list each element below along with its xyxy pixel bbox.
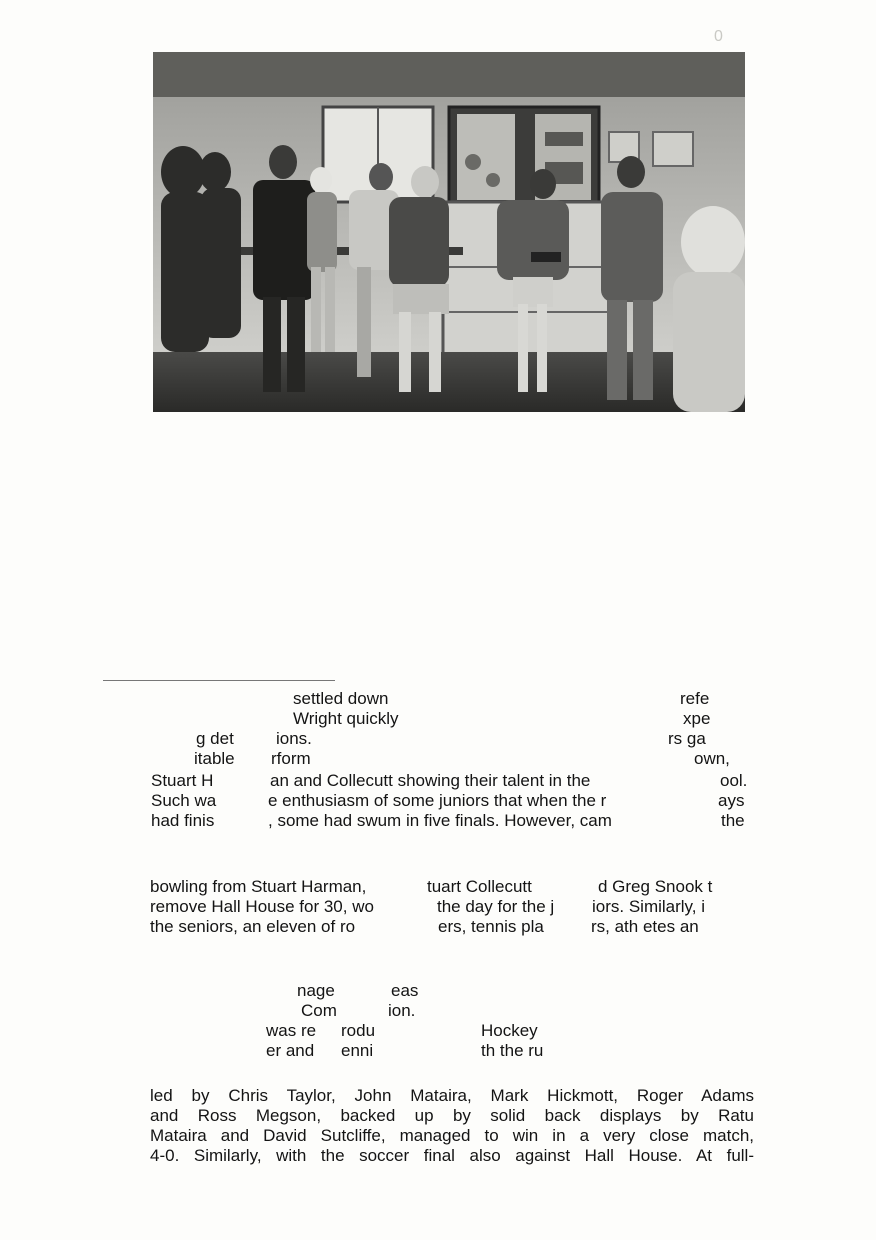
text-fragment: itable [194,749,235,768]
text-fragment: er and [266,1041,315,1060]
body-paragraph [150,1086,754,1166]
text-fragment: was re [266,1021,317,1040]
text-fragment: settled down [293,689,389,708]
text-fragment: xpe [683,709,711,728]
paragraph-line: and Ross Megson, backed up by solid back displays by Ratu [150,1106,754,1125]
text-fragment: rodu [341,1021,376,1040]
text-fragment: had finis [151,811,215,830]
text-fragment: Hockey [481,1021,538,1040]
page-number: 0 [714,28,723,45]
text-fragment: ions. [276,729,312,748]
paragraph-line: led by Chris Taylor, John Mataira, Mark Hickmott, Roger Adams [150,1086,754,1105]
group-photograph [153,52,745,412]
text-fragment: bowling from Stuart Harman, [150,877,367,896]
text-fragment: Stuart H [151,771,214,790]
text-fragment: Wright quickly [293,709,399,728]
text-fragment: Such wa [151,791,217,810]
text-fragment: the seniors, an eleven of ro [150,917,356,936]
text-fragment: own, [694,749,730,768]
text-fragment: ers, tennis pla [438,917,544,936]
text-fragment: rs ga [668,729,706,748]
text-fragment: , some had swum in five finals. However, cam [268,811,612,830]
text-fragment: ays [718,791,745,810]
text-fragment: Com [301,1001,337,1020]
text-fragment: g det [196,729,234,748]
text-fragment: remove Hall House for 30, wo [150,897,374,916]
text-fragment: refe [680,689,710,708]
paragraph-line: 4-0. Similarly, with the soccer final also against Hall House. At full- [150,1146,754,1165]
text-fragment: d Greg Snook t [598,877,713,896]
divider-rule [103,680,335,681]
text-fragment: rform [271,749,311,768]
text-fragment: rs, ath etes an [591,917,699,936]
text-fragment: enni [341,1041,374,1060]
text-fragment: e enthusiasm of some juniors that when the r [268,791,607,810]
photograph-icon [153,52,745,412]
text-fragment: eas [391,981,419,1000]
text-fragment: ion. [388,1001,416,1020]
text-fragment: an and Collecutt showing their talent in the [270,771,591,790]
text-fragment: ool. [720,771,748,790]
text-fragment: iors. Similarly, i [592,897,706,916]
paragraph-line: Mataira and David Sutcliffe, managed to win in a very close match, [150,1126,754,1145]
text-fragment: the day for the j [437,897,555,916]
text-fragment: th the ru [481,1041,544,1060]
text-fragment: tuart Collecutt [427,877,532,896]
text-fragment: the [721,811,745,830]
text-fragment: nage [297,981,335,1000]
